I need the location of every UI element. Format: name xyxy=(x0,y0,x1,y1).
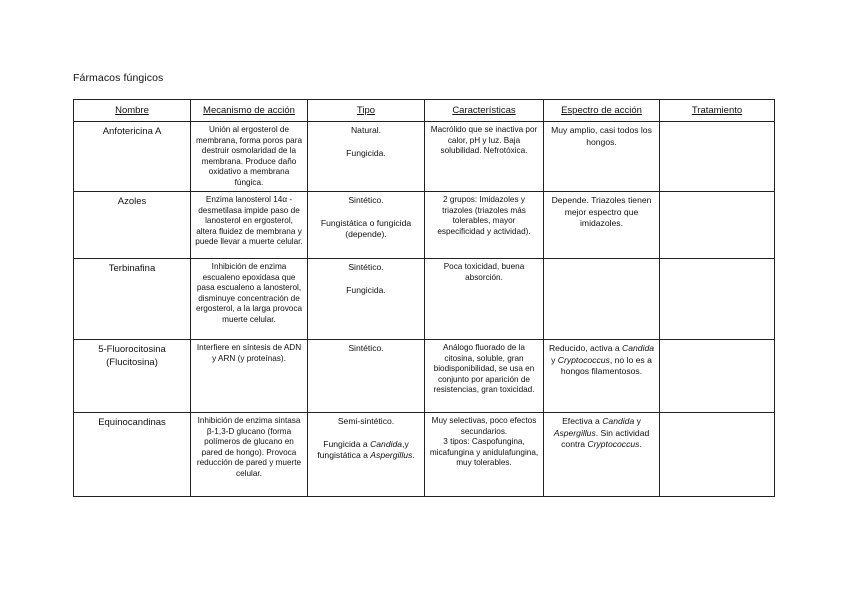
species-aspergillus: Aspergillus xyxy=(553,427,596,438)
espectro-text: Efectiva a xyxy=(562,416,600,426)
cell-mecanismo: Enzima lanosterol 14α -desmetilasa impide paso de lanosterol en ergosterol, altera fluidez de membrana y puede llevar a muerte celular. xyxy=(191,192,308,259)
cell-nombre xyxy=(74,340,191,413)
header-tratamiento: Tratamiento xyxy=(660,100,775,122)
table-row xyxy=(74,192,775,259)
cell-mecanismo: Unión al ergosterol de membrana, forma poros para destruir osmolaridad de la membrana. Produce daño oxidativo a membrana fúngica. xyxy=(191,122,308,192)
header-mecanismo: Mecanismo de acción xyxy=(191,100,308,122)
cell-tipo xyxy=(308,413,425,497)
species-cryptococcus: Cryptococcus xyxy=(557,354,610,365)
header-espectro: Espectro de acción xyxy=(544,100,660,122)
header-tipo: Tipo xyxy=(308,100,425,122)
espectro-text: . xyxy=(639,439,642,449)
species-aspergillus: Aspergillus xyxy=(370,450,413,460)
cell-caracteristicas: Análogo fluorado de la citosina, soluble, gran biodisponibilidad, se usa en conjunto por aparición de resistencias, gran toxicidad. xyxy=(425,340,544,413)
tipo-origin: Natural. xyxy=(350,125,382,135)
cell-espectro: Muy amplio, casi todos los hongos. xyxy=(544,122,660,192)
cell-espectro: Depende. Triazoles tienen mejor espectro que imidazoles. xyxy=(544,192,660,259)
espectro-text: , no lo es a hongos filamentosos. xyxy=(560,354,652,376)
tipo-text: ,y fungistática a xyxy=(317,438,409,460)
caracteristicas-line: 3 tipos: Caspofungina, micafungina y anidulafungina, muy tolerables. xyxy=(429,437,539,467)
tipo-activity: Fungistática o fungicida (depende). xyxy=(320,217,412,239)
nombre-main: 5-Fluorocitosina xyxy=(98,344,166,355)
tipo-origin: Sintético. xyxy=(348,343,384,353)
cell-caracteristicas: 2 grupos: Imidazoles y triazoles (triazoles más tolerables, mayor especificidad y actividad). xyxy=(425,192,544,259)
species-candida: Candida xyxy=(602,416,635,426)
cell-nombre: Equinocandinas xyxy=(74,413,191,497)
espectro-text: y xyxy=(551,354,556,365)
cell-tipo xyxy=(308,122,425,192)
cell-tratamiento xyxy=(660,340,775,413)
table-header-row xyxy=(74,100,775,122)
tipo-activity xyxy=(312,439,420,462)
tipo-text: . xyxy=(412,450,415,460)
espectro-text: Reducido, activa a xyxy=(548,343,620,353)
cell-espectro xyxy=(544,340,660,413)
document-title: Fármacos fúngicos xyxy=(73,72,164,84)
cell-tratamiento xyxy=(660,122,775,192)
cell-tratamiento xyxy=(660,259,775,340)
cell-espectro xyxy=(544,259,660,340)
cell-mecanismo: Inhibición de enzima sintasa β-1,3-D glucano (forma polímeros de glucano en pared de hongo). Provoca reducción de pared y muerte celular. xyxy=(191,413,308,497)
cell-espectro xyxy=(544,413,660,497)
tipo-text: Fungicida a xyxy=(323,438,368,449)
table-row xyxy=(74,413,775,497)
tipo-origin: Sintético. xyxy=(348,195,384,205)
table-row xyxy=(74,259,775,340)
cell-caracteristicas: Macrólido que se inactiva por calor, pH y luz. Baja solubilidad. Nefrotóxica. xyxy=(425,122,544,192)
nombre-alias: (Flucitosina) xyxy=(106,357,158,368)
header-nombre: Nombre xyxy=(74,100,191,122)
cell-tipo xyxy=(308,340,425,413)
species-candida: Candida xyxy=(622,343,655,353)
species-cryptococcus: Cryptococcus xyxy=(587,439,640,449)
espectro-text: y xyxy=(636,416,641,426)
cell-nombre: Anfotericina A xyxy=(74,122,191,192)
cell-tipo xyxy=(308,259,425,340)
cell-tratamiento xyxy=(660,192,775,259)
tipo-origin: Semi-sintético. xyxy=(337,416,395,426)
cell-nombre: Azoles xyxy=(74,192,191,259)
cell-tipo xyxy=(308,192,425,259)
table-row xyxy=(74,122,775,192)
caracteristicas-line: Muy selectivas, poco efectos secundarios. xyxy=(431,416,537,436)
tipo-activity: Fungicida. xyxy=(346,147,386,158)
tipo-origin: Sintético. xyxy=(348,262,384,272)
antifungal-table xyxy=(73,99,775,497)
header-caracteristicas: Características xyxy=(425,100,544,122)
cell-nombre: Terbinafina xyxy=(74,259,191,340)
species-candida: Candida xyxy=(370,438,403,449)
cell-mecanismo: Inhibición de enzima escualeno epoxidasa que pasa escualeno a lanosterol, disminuye concentración de ergosterol, a la larga provoca muerte celular. xyxy=(191,259,308,340)
table-row xyxy=(74,340,775,413)
espectro-text: . Sin actividad contra xyxy=(561,427,650,449)
cell-mecanismo: Interfiere en síntesis de ADN y ARN (y proteínas). xyxy=(191,340,308,413)
cell-caracteristicas xyxy=(425,413,544,497)
tipo-activity: Fungicida. xyxy=(346,284,386,295)
cell-tratamiento xyxy=(660,413,775,497)
cell-caracteristicas: Poca toxicidad, buena absorción. xyxy=(425,259,544,340)
